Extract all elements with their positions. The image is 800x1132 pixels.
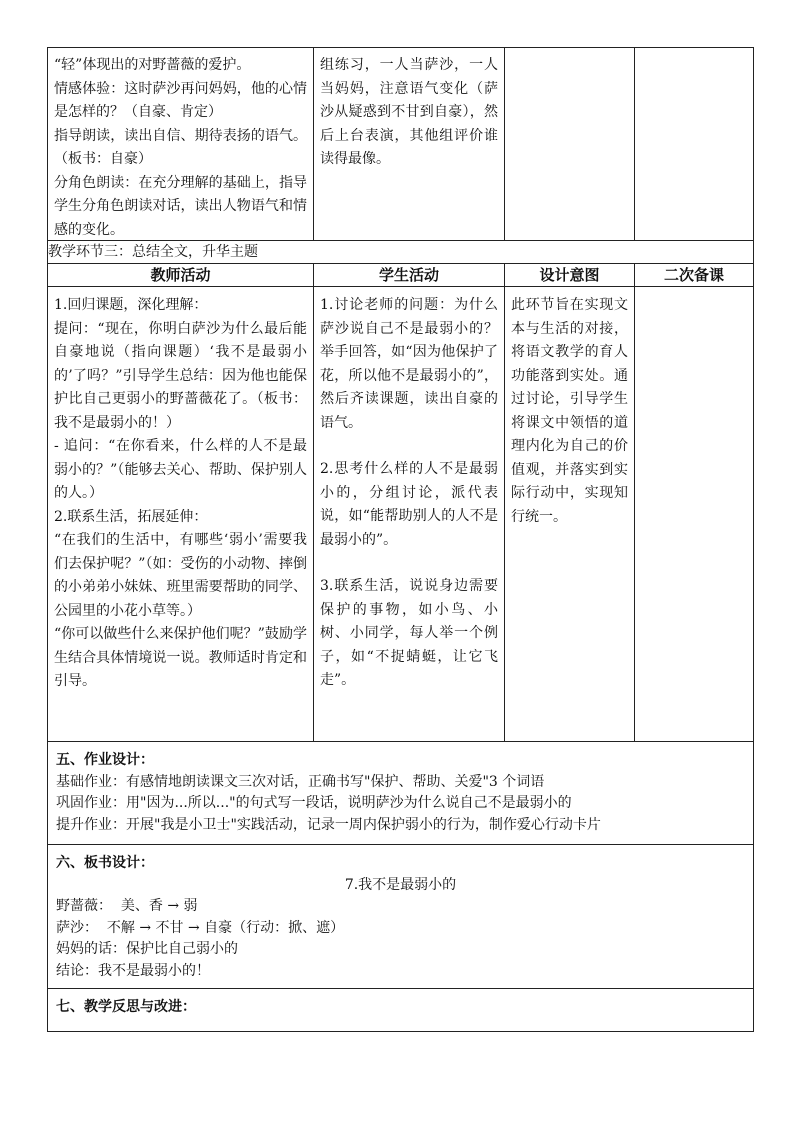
board-line: 野蔷薇： 美、香 → 弱 bbox=[56, 898, 198, 914]
student-activity-cell bbox=[314, 287, 505, 742]
design-intent-cell bbox=[505, 48, 635, 241]
header-student: 学生活动 bbox=[314, 264, 505, 287]
board-line: 妈妈的话：保护比自己弱小的 bbox=[56, 941, 238, 957]
header-design: 设计意图 bbox=[505, 264, 635, 287]
homework-line: 巩固作业：用"因为...所以..."的句式写一段话，说明萨沙为什么说自己不是最弱小的 bbox=[56, 795, 572, 811]
teacher-text: 指导朗读，读出自信、期待表扬的语气。（板书：自豪） bbox=[54, 127, 307, 167]
teacher-activity-cell bbox=[48, 48, 314, 241]
header-teacher: 教师活动 bbox=[48, 264, 314, 287]
second-prep-cell bbox=[635, 48, 754, 241]
teacher-text: - 追问：“在你看来，什么样的人不是最弱小的？”（能够去关心、帮助、保护别人的人。） bbox=[54, 438, 307, 501]
board-design-row bbox=[48, 845, 754, 989]
teacher-text: “轻”体现出的对野蔷薇的爱护。 bbox=[54, 57, 251, 73]
reflection-row bbox=[48, 989, 754, 1032]
student-text: 组练习，一人当萨沙，一人当妈妈，注意语气变化（萨沙从疑惑到不甘到自豪），然后上台表演，其他组评价谁读得最像。 bbox=[320, 57, 498, 167]
student-activity-cell bbox=[314, 48, 505, 241]
homework-row bbox=[48, 742, 754, 845]
student-text: 2.思考什么样的人不是最弱小的，分组讨论，派代表说，如“能帮助别人的人不是最弱小的”。 bbox=[320, 461, 498, 548]
teacher-text: 情感体验：这时萨沙再问妈妈，他的心情是怎样的？（自豪、肯定） bbox=[54, 80, 307, 120]
teacher-text: 提问：“现在，你明白萨沙为什么最后能自豪地说（指向课题）‘我不是最弱小的’了吗？”引导学生总结：因为他也能保护比自己更弱小的野蔷薇花了。（板书：我不是最弱小的！） bbox=[54, 320, 307, 431]
header-second: 二次备课 bbox=[635, 264, 754, 287]
second-prep-cell bbox=[635, 287, 754, 742]
board-title: 六、板书设计： bbox=[56, 855, 154, 871]
student-text: 1.讨论老师的问题：为什么萨沙说自己不是最弱小的？举手回答，如“因为他保护了花，所以他不是最弱小的”，然后齐读课题，读出自豪的语气。 bbox=[320, 297, 498, 431]
design-text: 此环节旨在实现文本与生活的对接，将语文教学的育人功能落到实处。通过讨论，引导学生将课文中领悟的道理内化为自己的价值观，并落实到实际行动中，实现知行统一。 bbox=[511, 297, 628, 525]
teacher-text: 1.回归课题，深化理解： bbox=[54, 297, 208, 313]
teacher-text: “在我们的生活中，有哪些‘弱小’需要我们去保护呢？”（如：受伤的小动物、摔倒的小弟弟小妹妹、班里需要帮助的同学、公园里的小花小草等。） bbox=[54, 532, 307, 619]
main-activity-row bbox=[48, 287, 754, 742]
teacher-text: 2.联系生活，拓展延伸： bbox=[54, 508, 208, 525]
board-line: 萨沙： 不解 → 不甘 → 自豪（行动：掀、遮） bbox=[56, 919, 345, 936]
homework-title: 五、作业设计： bbox=[56, 752, 154, 768]
teacher-activity-cell bbox=[48, 287, 314, 742]
student-text: 3.联系生活，说说身边需要保护的事物，如小鸟、小树、小同学，每人举一个例子，如“不捉蜻蜓，让它飞走”。 bbox=[320, 578, 498, 688]
homework-line: 提升作业：开展"我是小卫士"实践活动，记录一周内保护弱小的行为，制作爱心行动卡片 bbox=[56, 816, 601, 833]
section-title: 教学环节三：总结全文，升华主题 bbox=[48, 241, 754, 264]
continued-activity-row bbox=[48, 48, 754, 241]
reflection-title: 七、教学反思与改进： bbox=[56, 999, 196, 1015]
board-heading: 7.我不是最弱小的 bbox=[344, 876, 457, 893]
header-row bbox=[48, 264, 754, 287]
design-intent-cell bbox=[505, 287, 635, 742]
board-line: 结论：我不是最弱小的！ bbox=[56, 962, 210, 979]
teacher-text: “你可以做些什么来保护他们呢？”鼓励学生结合具体情境说一说。教师适时肯定和引导。 bbox=[54, 626, 307, 689]
section-row bbox=[48, 241, 754, 264]
teacher-text: 分角色朗读：在充分理解的基础上，指导学生分角色朗读对话，读出人物语气和情感的变化。 bbox=[54, 174, 307, 238]
homework-line: 基础作业：有感情地朗读课文三次对话，正确书写"保护、帮助、关爱"3 个词语 bbox=[56, 773, 545, 790]
lesson-plan-table bbox=[47, 47, 754, 1032]
